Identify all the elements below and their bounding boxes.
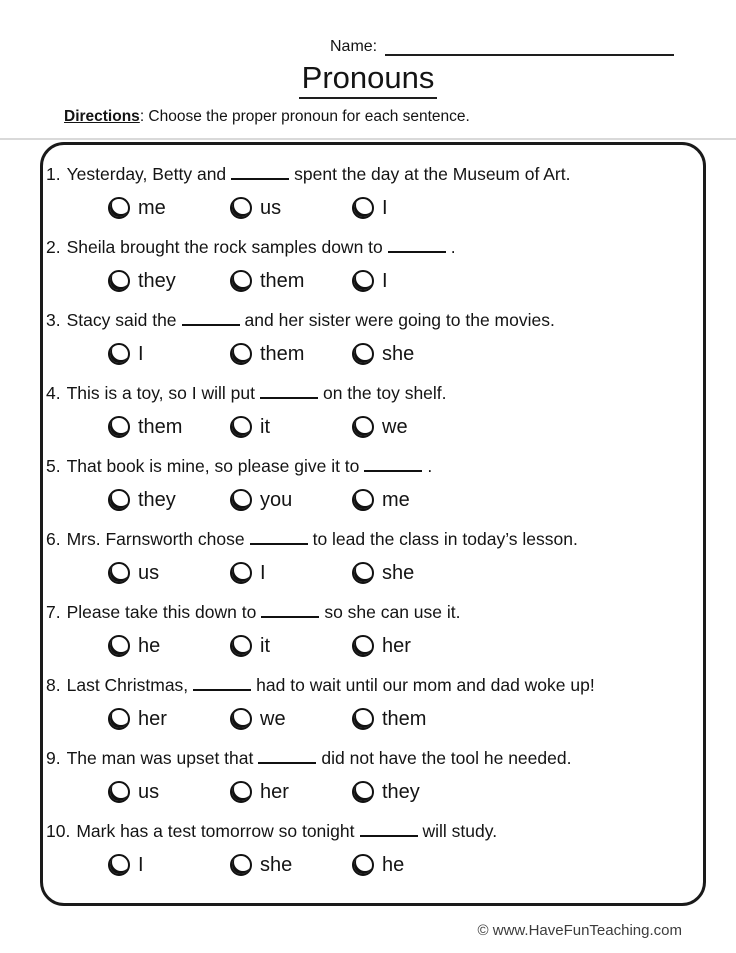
question-post-text: . (450, 237, 456, 257)
option-label: her (260, 781, 289, 803)
name-label: Name: (330, 38, 378, 55)
question-item (46, 234, 695, 294)
option-item[interactable] (108, 195, 230, 221)
option-item[interactable] (352, 633, 411, 659)
option-item[interactable] (108, 852, 230, 878)
option-item[interactable] (352, 487, 410, 513)
option-label: I (382, 197, 388, 219)
option-label: she (260, 854, 293, 876)
options-row (108, 487, 695, 513)
option-label: they (138, 489, 176, 511)
radio-button-icon[interactable] (108, 708, 130, 730)
options-row (108, 633, 695, 659)
answer-blank (258, 749, 316, 764)
question-pre-text: Yesterday, Betty and (66, 164, 227, 184)
option-item[interactable] (352, 779, 420, 805)
directions-text: : Choose the proper pronoun for each sentence. (139, 108, 470, 125)
question-number: 3. (46, 310, 61, 330)
options-row (108, 268, 695, 294)
answer-blank (364, 457, 422, 472)
directions-label: Directions (64, 108, 140, 125)
question-sentence (46, 745, 695, 771)
question-number: 4. (46, 383, 61, 403)
question-sentence (46, 526, 695, 552)
option-item[interactable] (230, 414, 352, 440)
question-sentence (46, 307, 695, 333)
radio-button-icon[interactable] (230, 416, 252, 438)
question-number: 6. (46, 529, 61, 549)
question-post-text: did not have the tool he needed. (321, 748, 572, 768)
question-pre-text: That book is mine, so please give it to (66, 456, 360, 476)
option-item[interactable] (352, 414, 408, 440)
question-post-text: and her sister were going to the movies. (244, 310, 555, 330)
option-item[interactable] (230, 706, 352, 732)
options-row (108, 195, 695, 221)
option-item[interactable] (230, 341, 352, 367)
radio-button-icon[interactable] (352, 635, 374, 657)
option-item[interactable] (108, 779, 230, 805)
radio-button-icon[interactable] (108, 197, 130, 219)
question-item (46, 745, 695, 805)
answer-blank (182, 311, 240, 326)
answer-blank (261, 603, 319, 618)
radio-button-icon[interactable] (230, 708, 252, 730)
answer-blank (260, 384, 318, 399)
option-label: I (138, 854, 144, 876)
radio-button-icon[interactable] (352, 562, 374, 584)
question-sentence (46, 672, 695, 698)
options-row (108, 779, 695, 805)
answer-blank (388, 238, 446, 253)
radio-button-icon[interactable] (230, 197, 252, 219)
question-pre-text: Mark has a test tomorrow so tonight (76, 821, 355, 841)
option-item[interactable] (352, 268, 388, 294)
page-title (0, 60, 736, 96)
option-label: her (138, 708, 167, 730)
option-item[interactable] (230, 633, 352, 659)
radio-button-icon[interactable] (108, 343, 130, 365)
option-item[interactable] (352, 195, 388, 221)
option-item[interactable] (230, 560, 352, 586)
option-label: them (382, 708, 427, 730)
questions-box (40, 142, 706, 906)
option-item[interactable] (230, 195, 352, 221)
option-label: they (138, 270, 176, 292)
question-pre-text: Last Christmas, (66, 675, 189, 695)
option-label: them (260, 343, 305, 365)
option-label: them (260, 270, 305, 292)
option-item[interactable] (108, 341, 230, 367)
radio-button-icon[interactable] (352, 854, 374, 876)
radio-button-icon[interactable] (230, 562, 252, 584)
question-number: 7. (46, 602, 61, 622)
option-label: me (382, 489, 410, 511)
option-label: they (382, 781, 420, 803)
question-post-text: on the toy shelf. (322, 383, 447, 403)
option-item[interactable] (230, 268, 352, 294)
option-label: us (138, 562, 160, 584)
options-row (108, 560, 695, 586)
question-item (46, 599, 695, 659)
options-row (108, 706, 695, 732)
question-sentence (46, 234, 695, 260)
directions (64, 108, 736, 126)
option-label: us (260, 197, 282, 219)
question-number: 8. (46, 675, 61, 695)
option-item[interactable] (108, 633, 230, 659)
option-label: I (138, 343, 144, 365)
radio-button-icon[interactable] (230, 489, 252, 511)
option-item[interactable] (352, 560, 414, 586)
question-pre-text: Sheila brought the rock samples down to (66, 237, 383, 257)
radio-button-icon[interactable] (352, 416, 374, 438)
question-item (46, 380, 695, 440)
radio-button-icon[interactable] (108, 416, 130, 438)
option-label: it (260, 635, 270, 657)
option-label: she (382, 343, 415, 365)
name-fill-line[interactable] (385, 38, 674, 56)
question-post-text: to lead the class in today’s lesson. (312, 529, 578, 549)
option-label: it (260, 416, 270, 438)
option-label: her (382, 635, 411, 657)
option-label: me (138, 197, 166, 219)
options-row (108, 852, 695, 878)
name-row (330, 38, 674, 56)
option-item[interactable] (108, 560, 230, 586)
question-post-text: so she can use it. (324, 602, 461, 622)
option-label: we (260, 708, 286, 730)
question-sentence (46, 453, 695, 479)
footer-copyright: © www.HaveFunTeaching.com (477, 922, 682, 939)
question-post-text: had to wait until our mom and dad woke up! (256, 675, 595, 695)
option-item[interactable] (352, 341, 414, 367)
question-number: 9. (46, 748, 61, 768)
question-item (46, 818, 695, 878)
radio-button-icon[interactable] (108, 854, 130, 876)
question-number: 5. (46, 456, 61, 476)
option-item[interactable] (352, 706, 426, 732)
option-item[interactable] (108, 706, 230, 732)
question-pre-text: Please take this down to (66, 602, 257, 622)
question-sentence (46, 161, 695, 187)
option-label: us (138, 781, 160, 803)
question-pre-text: The man was upset that (66, 748, 254, 768)
radio-button-icon[interactable] (108, 635, 130, 657)
radio-button-icon[interactable] (108, 781, 130, 803)
answer-blank (231, 165, 289, 180)
radio-button-icon[interactable] (352, 343, 374, 365)
question-item (46, 161, 695, 221)
radio-button-icon[interactable] (108, 270, 130, 292)
option-item[interactable] (230, 487, 352, 513)
option-item[interactable] (230, 852, 352, 878)
options-row (108, 341, 695, 367)
radio-button-icon[interactable] (230, 781, 252, 803)
question-item (46, 526, 695, 586)
answer-blank (193, 676, 251, 691)
divider (0, 138, 736, 140)
option-item[interactable] (108, 414, 230, 440)
radio-button-icon[interactable] (352, 197, 374, 219)
question-sentence (46, 599, 695, 625)
question-sentence (46, 818, 695, 844)
option-label: we (382, 416, 408, 438)
radio-button-icon[interactable] (352, 708, 374, 730)
question-post-text: spent the day at the Museum of Art. (294, 164, 571, 184)
radio-button-icon[interactable] (352, 270, 374, 292)
radio-button-icon[interactable] (230, 270, 252, 292)
question-number: 1. (46, 164, 61, 184)
page-title-text: Pronouns (299, 60, 438, 99)
options-row (108, 414, 695, 440)
question-item (46, 453, 695, 513)
question-list (46, 161, 695, 878)
question-pre-text: Stacy said the (66, 310, 177, 330)
radio-button-icon[interactable] (230, 343, 252, 365)
option-item[interactable] (230, 779, 352, 805)
option-item[interactable] (108, 487, 230, 513)
option-label: them (138, 416, 183, 438)
option-label: he (138, 635, 161, 657)
radio-button-icon[interactable] (108, 562, 130, 584)
question-item (46, 307, 695, 367)
option-item[interactable] (352, 852, 404, 878)
question-pre-text: Mrs. Farnsworth chose (66, 529, 245, 549)
question-post-text: will study. (422, 821, 498, 841)
radio-button-icon[interactable] (352, 781, 374, 803)
question-number: 10. (46, 821, 71, 841)
question-sentence (46, 380, 695, 406)
radio-button-icon[interactable] (230, 635, 252, 657)
radio-button-icon[interactable] (108, 489, 130, 511)
option-item[interactable] (108, 268, 230, 294)
option-label: you (260, 489, 293, 511)
option-label: he (382, 854, 405, 876)
question-post-text: . (427, 456, 433, 476)
option-label: I (382, 270, 388, 292)
radio-button-icon[interactable] (352, 489, 374, 511)
question-number: 2. (46, 237, 61, 257)
answer-blank (360, 822, 418, 837)
radio-button-icon[interactable] (230, 854, 252, 876)
answer-blank (250, 530, 308, 545)
question-item (46, 672, 695, 732)
option-label: I (260, 562, 266, 584)
question-pre-text: This is a toy, so I will put (66, 383, 255, 403)
option-label: she (382, 562, 415, 584)
